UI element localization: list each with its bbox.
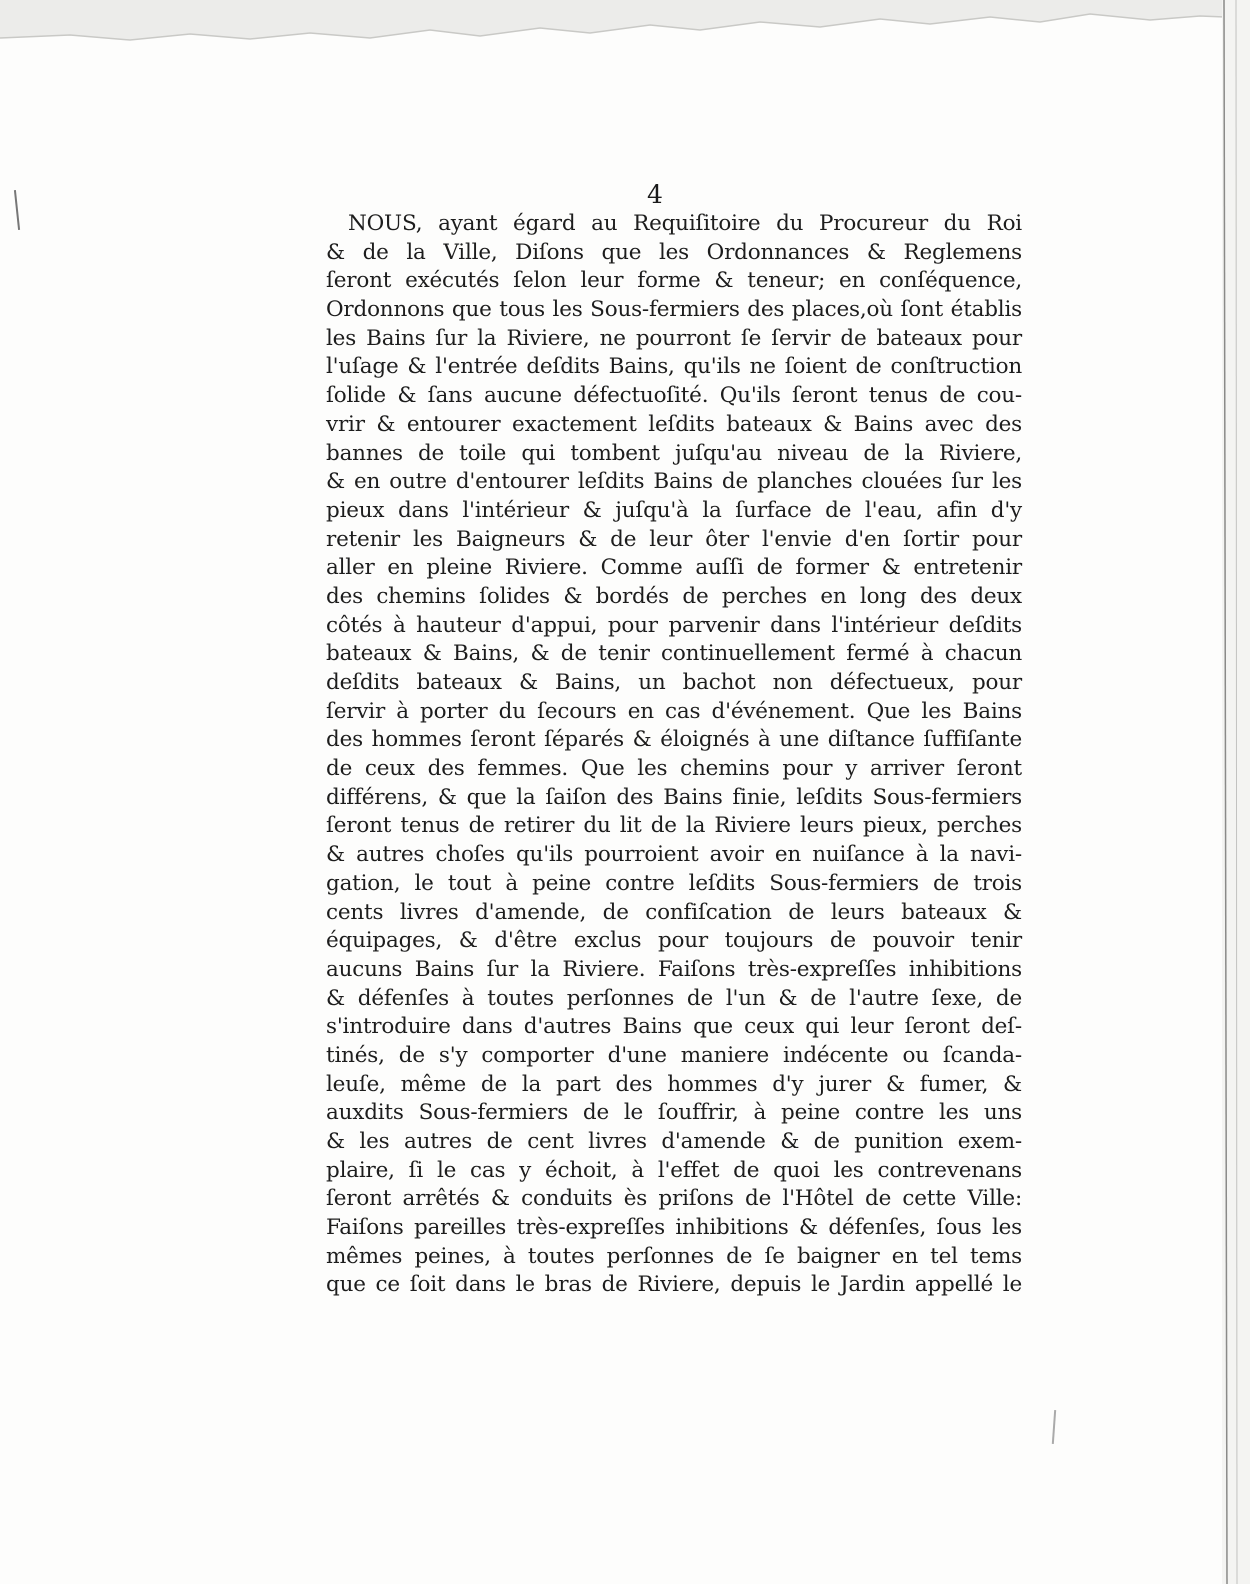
text-line: aucuns Bains ſur la Riviere. Faiſons très-expreſſes inhibitions bbox=[326, 956, 1022, 982]
torn-top-edge bbox=[0, 0, 1250, 60]
text-line: & en outre d'entourer leſdits Bains de planches clouées ſur les bbox=[326, 469, 1022, 495]
text-line: côtés à hauteur d'appui, pour parvenir dans l'intérieur deſdits bbox=[326, 612, 1022, 638]
margin-mark bbox=[1052, 1410, 1056, 1444]
text-line: ſeront tenus de retirer du lit de la Riviere leurs pieux, perches bbox=[326, 813, 1022, 839]
text-line: aller en pleine Riviere. Comme auſſi de former & entretenir bbox=[326, 555, 1022, 581]
text-line: des hommes ſeront ſéparés & éloignés à une diſtance ſuffiſante bbox=[326, 727, 1022, 753]
text-line: Ordonnons que tous les Sous-fermiers des places,où ſont établis bbox=[326, 297, 1022, 323]
text-line: & défenſes à toutes perſonnes de l'un & de l'autre ſexe, de bbox=[326, 985, 1022, 1011]
text-line: équipages, & d'être exclus pour toujours de pouvoir tenir bbox=[326, 928, 1022, 954]
text-line: bannes de toile qui tombent juſqu'au niveau de la Riviere, bbox=[326, 440, 1022, 466]
margin-mark bbox=[14, 190, 20, 230]
text-line: retenir les Baigneurs & de leur ôter l'envie d'en ſortir pour bbox=[326, 526, 1022, 552]
text-line: s'introduire dans d'autres Bains que ceux qui leur ſeront deſ- bbox=[326, 1014, 1022, 1040]
body-text bbox=[326, 210, 1022, 1300]
text-line: l'uſage & l'entrée deſdits Bains, qu'ils ne ſoient de conſtruction bbox=[326, 354, 1022, 380]
text-line: tinés, de s'y comporter d'une maniere indécente ou ſcanda- bbox=[326, 1042, 1022, 1068]
text-line: & les autres de cent livres d'amende & de punition exem- bbox=[326, 1129, 1022, 1154]
right-page-edge bbox=[1210, 0, 1250, 1584]
text-line: ſeront exécutés ſelon leur forme & teneur; en conſéquence, bbox=[326, 268, 1022, 294]
text-line: que ce ſoit dans le bras de Riviere, depuis le Jardin appellé le bbox=[326, 1272, 1022, 1298]
text-line: & autres choſes qu'ils pourroient avoir en nuiſance à la navi- bbox=[326, 842, 1022, 868]
text-line: cents livres d'amende, de confiſcation de leurs bateaux & bbox=[326, 899, 1022, 925]
text-line: pieux dans l'intérieur & juſqu'à la ſurface de l'eau, afin d'y bbox=[326, 497, 1022, 523]
text-line: les Bains ſur la Riviere, ne pourront ſe ſervir de bateaux pour bbox=[326, 325, 1022, 351]
text-line: gation, le tout à peine contre leſdits Sous-fermiers de trois bbox=[326, 870, 1022, 896]
text-line: ſeront arrêtés & conduits ès priſons de l'Hôtel de cette Ville: bbox=[326, 1186, 1022, 1212]
text-line: auxdits Sous-fermiers de le ſouffrir, à peine contre les uns bbox=[326, 1100, 1022, 1126]
text-line: plaire, ſi le cas y échoit, à l'effet de quoi les contrevenans bbox=[326, 1157, 1022, 1183]
text-line: NOUS, ayant égard au Requiſitoire du Procureur du Roi bbox=[348, 211, 1022, 236]
text-line: différens, & que la ſaiſon des Bains finie, leſdits Sous-fermiers bbox=[326, 784, 1022, 810]
text-line: bateaux & Bains, & de tenir continuellement fermé à chacun bbox=[326, 641, 1022, 667]
text-line: de ceux des femmes. Que les chemins pour y arriver ſeront bbox=[326, 756, 1022, 782]
text-line: Faiſons pareilles très-expreſſes inhibitions & défenſes, ſous les bbox=[326, 1215, 1022, 1241]
text-line: mêmes peines, à toutes perſonnes de ſe baigner en tel tems bbox=[326, 1243, 1022, 1269]
text-line: deſdits bateaux & Bains, un bachot non défectueux, pour bbox=[326, 670, 1022, 695]
text-line: ſervir à porter du ſecours en cas d'événement. Que les Bains bbox=[326, 698, 1022, 724]
text-line: & de la Ville, Diſons que les Ordonnances & Reglemens bbox=[326, 239, 1022, 265]
text-line: leuſe, même de la part des hommes d'y jurer & fumer, & bbox=[326, 1071, 1022, 1097]
page-number: 4 bbox=[647, 180, 663, 209]
text-line: ſolide & ſans aucune défectuoſité. Qu'ils ſeront tenus de cou- bbox=[326, 383, 1022, 409]
text-line: des chemins ſolides & bordés de perches en long des deux bbox=[326, 583, 1022, 609]
text-line: vrir & entourer exactement leſdits bateaux & Bains avec des bbox=[326, 411, 1022, 437]
